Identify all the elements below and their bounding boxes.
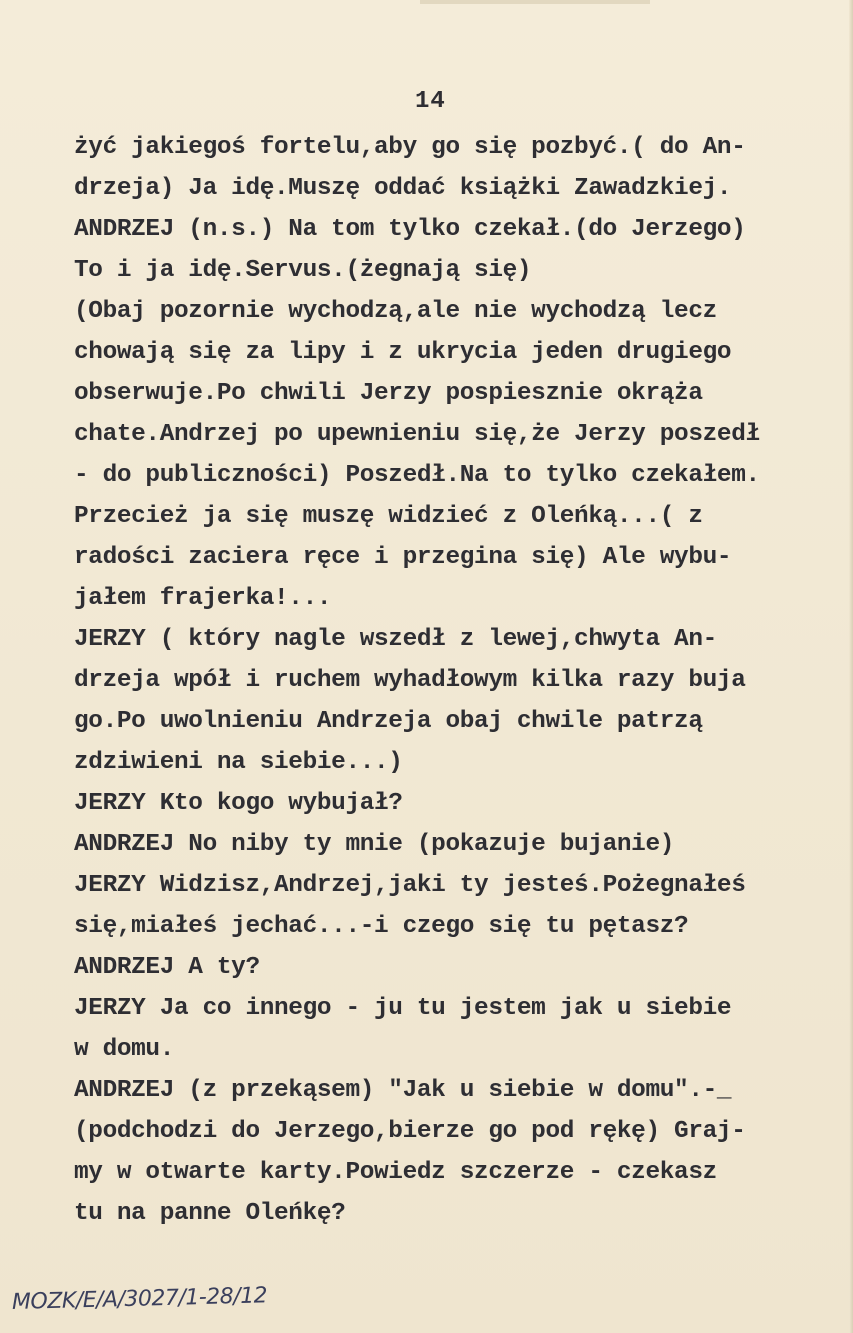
text-line: go.Po uwolnieniu Andrzeja obaj chwile patrzą <box>74 708 703 735</box>
text-line: obserwuje.Po chwili Jerzy pospiesznie okrąża <box>74 380 703 407</box>
text-line: radości zaciera ręce i przegina się) Ale wybu- <box>74 544 732 571</box>
text-line: chate.Andrzej po upewnieniu się,że Jerzy poszedł <box>74 421 760 448</box>
text-line: ANDRZEJ (z przekąsem) "Jak u siebie w domu".-_ <box>74 1077 732 1104</box>
text-line: ANDRZEJ A ty? <box>74 954 260 981</box>
text-line: drzeja wpół i ruchem wyhadłowym kilka razy buja <box>74 667 746 694</box>
text-line: drzeja) Ja idę.Muszę oddać książki Zawadzkiej. <box>74 175 732 202</box>
text-line: my w otwarte karty.Powiedz szczerze - czekasz <box>74 1159 717 1186</box>
typewritten-text <box>74 127 846 1234</box>
text-line: Przecież ja się muszę widzieć z Oleńką...( z <box>74 503 703 530</box>
text-line: JERZY Widzisz,Andrzej,jaki ty jesteś.Pożegnałeś <box>74 872 746 899</box>
text-line: ANDRZEJ (n.s.) Na tom tylko czekał.(do Jerzego) <box>74 216 746 243</box>
text-line: (podchodzi do Jerzego,bierze go pod rękę) Graj- <box>74 1118 746 1145</box>
text-line: To i ja idę.Servus.(żegnają się) <box>74 257 532 284</box>
text-line: ANDRZEJ No niby ty mnie (pokazuje bujanie) <box>74 831 675 858</box>
text-line: w domu. <box>74 1036 175 1063</box>
text-line: - do publiczności) Poszedł.Na to tylko czekałem. <box>74 462 760 489</box>
text-line: żyć jakiegoś fortelu,aby go się pozbyć.( do An- <box>74 134 746 161</box>
text-line: tu na panne Oleńkę? <box>74 1200 346 1227</box>
archive-reference-number: MOZK/E/A/3027/1-28/12 <box>11 1283 268 1315</box>
text-line: się,miałeś jechać...-i czego się tu pętasz? <box>74 913 689 940</box>
paper-right-edge <box>849 0 853 1333</box>
text-line: chowają się za lipy i z ukrycia jeden drugiego <box>74 339 732 366</box>
text-line: JERZY Ja co innego - ju tu jestem jak u siebie <box>74 995 732 1022</box>
text-line: jałem frajerka!... <box>74 585 332 612</box>
paper-top-edge <box>420 0 650 4</box>
text-line: zdziwieni na siebie...) <box>74 749 403 776</box>
text-line: (Obaj pozornie wychodzą,ale nie wychodzą lecz <box>74 298 717 325</box>
text-line: JERZY ( który nagle wszedł z lewej,chwyta An- <box>74 626 717 653</box>
text-line: JERZY Kto kogo wybujał? <box>74 790 403 817</box>
page-number: 14 <box>415 88 446 115</box>
